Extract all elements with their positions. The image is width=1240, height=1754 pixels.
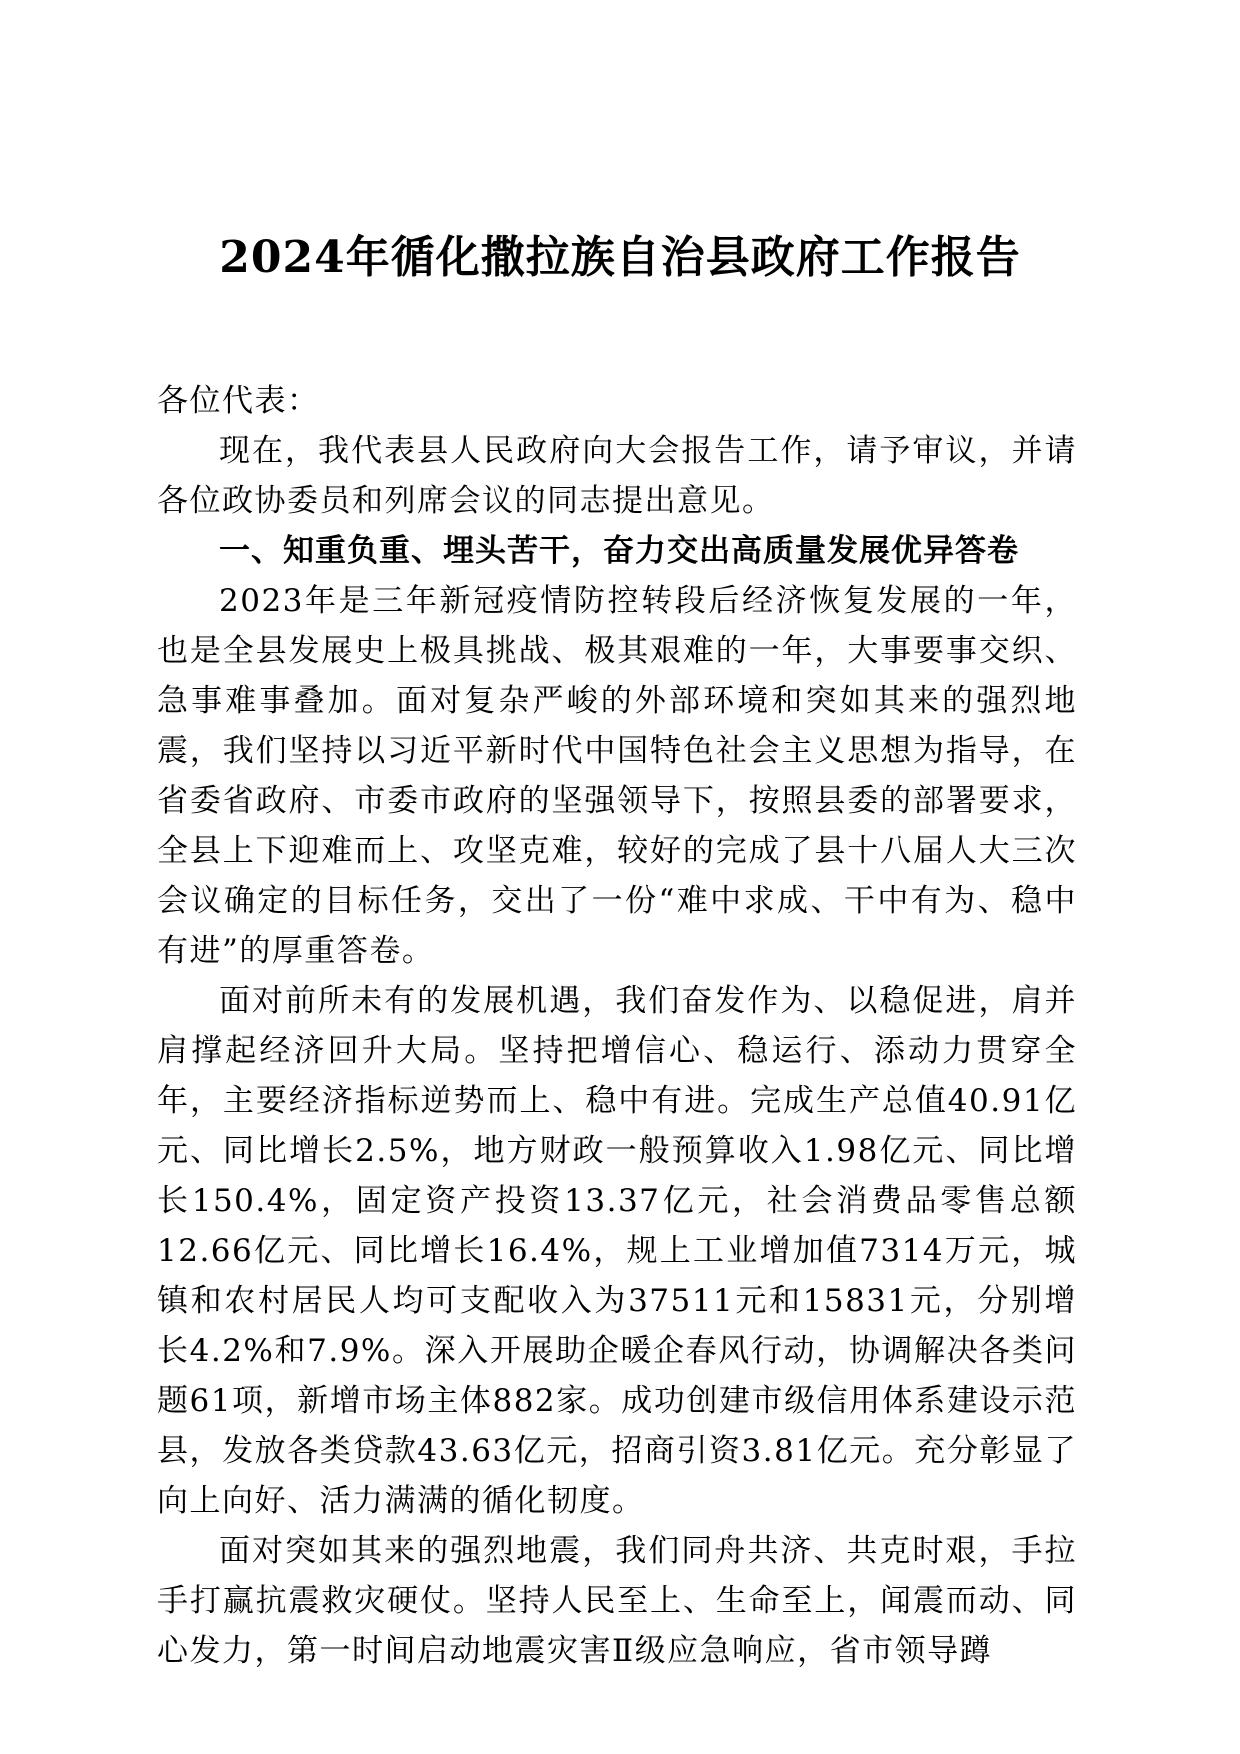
salutation: 各位代表： [157, 383, 320, 419]
document-title: 2024年循化撒拉族自治县政府工作报告 [219, 232, 1021, 283]
document-body [157, 376, 1077, 1676]
section-heading: 一、知重负重、埋头苦干，奋力交出高质量发展优异答卷 [219, 533, 1019, 569]
body-paragraph: 面对突如其来的强烈地震，我们同舟共济、共克时艰，手拉手打赢抗震救灾硬仗。坚持人民至上、生命至上，闻震而动、同心发力，第一时间启动地震灾害Ⅱ级应急响应，省市领导蹲 [157, 1533, 1077, 1669]
body-paragraph: 2023年是三年新冠疫情防控转段后经济恢复发展的一年，也是全县发展史上极具挑战、极其艰难的一年，大事要事交织、急事难事叠加。面对复杂严峻的外部环境和突如其来的强烈地震，我们坚持以习近平新时代中国特色社会主义思想为指导，在省委省政府、市委市政府的坚强领导下，按照县委的部署要求，全县上下迎难而上、攻坚克难，较好的完成了县十八届人大三次会议确定的目标任务，交出了一份“难中求成、干中有为、稳中有进”的厚重答卷。 [157, 583, 1077, 969]
body-paragraph: 面对前所未有的发展机遇，我们奋发作为、以稳促进，肩并肩撑起经济回升大局。坚持把增信心、稳运行、添动力贯穿全年，主要经济指标逆势而上、稳中有进。完成生产总值40.91亿元、同比增长2.5%，地方财政一般预算收入1.98亿元、同比增长150.4%，固定资产投资13.37亿元，社会消费品零售总额12.66亿元、同比增长16.4%，规上工业增加值7314万元，城镇和农村居民人均可支配收入为37511元和15831元，分别增长4.2%和7.9%。深入开展助企暖企春风行动，协调解决各类问题61项，新增市场主体882家。成功创建市级信用体系建设示范县，发放各类贷款43.63亿元，招商引资3.81亿元。充分彰显了向上向好、活力满满的循化韧度。 [157, 983, 1077, 1519]
intro-paragraph: 现在，我代表县人民政府向大会报告工作，请予审议，并请各位政协委员和列席会议的同志提出意见。 [157, 433, 1077, 519]
